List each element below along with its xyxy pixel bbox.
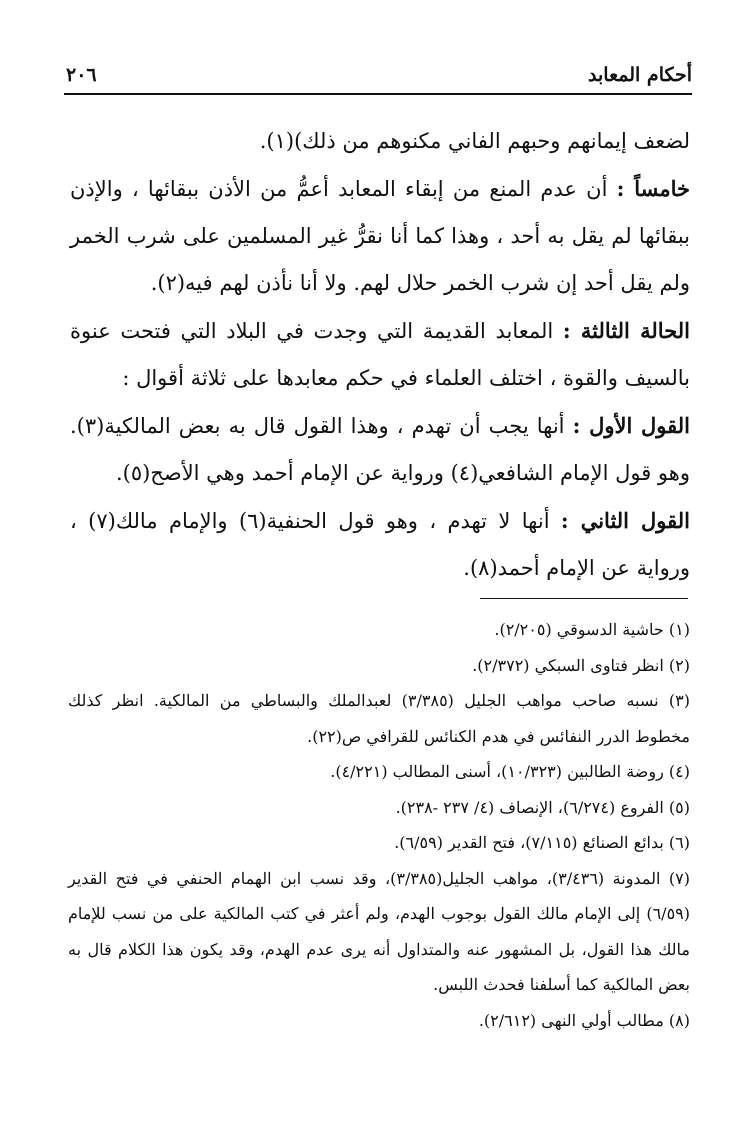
running-header [66, 58, 692, 92]
paragraph-2-text: أن عدم المنع من إبقاء المعابد أعمُّ من الأذن ببقائها ، والإذن ببقائها لم يقل به أحد ، وهذا كما أنا نقرُّ غير المسلمين على شرب الخمر ولم يقل أحد إن شرب الخمر حلال لهم. ولا أنا نأذن لهم فيه(٢). [70, 177, 690, 295]
paragraph-2-label: خامساً : [616, 176, 690, 201]
page-number: ٢٠٦ [66, 64, 97, 86]
footnote-7: (٧) المدونة (٣/٤٣٦)، مواهب الجليل(٣/٣٨٥)، وقد نسب ابن الهمام الحنفي في فتح القدير (٦/٥٩) إلى الإمام مالك القول بوجوب الهدم، ولم أعثر في كتب المالكية على من نسب للإمام مالك هذا القول، بل المشهور عنه والمتداول أنه يرى عدم الهدم، وقد يكون هذا الكلام قال به بعض المالكية كما أسلفنا فحدث اللبس. [68, 868, 690, 994]
paragraph-4-label: القول الأول : [572, 413, 690, 438]
header-title: أحكام المعابد [588, 64, 692, 86]
paragraph-3-label: الحالة الثالثة : [562, 318, 690, 343]
paragraph-3-text: المعابد القديمة التي وجدت في البلاد التي فتحت عنوة بالسيف والقوة ، اختلف العلماء في حكم معابدها على ثلاثة أقوال : [70, 319, 690, 390]
footnote-5: (٥) الفروع (٦/٢٧٤)، الإنصاف (٤/ ٢٣٧ -٢٣٨). [395, 797, 690, 817]
header-divider [64, 93, 692, 95]
paragraph-1 [70, 118, 690, 165]
main-text [70, 118, 690, 592]
footnote-2: (٢) انظر فتاوى السبكي (٢/٣٧٢). [472, 655, 690, 675]
footnote-6: (٦) بدائع الصنائع (٧/١١٥)، فتح القدير (٦/٥٩). [394, 833, 690, 852]
paragraph-5-label: القول الثاني : [560, 508, 690, 533]
paragraph-3 [70, 307, 690, 402]
footnote-4: (٤) روضة الطالبين (١٠/٣٢٣)، أسنى المطالب (٤/٢٢١). [330, 762, 690, 781]
footnote-3: (٣) نسبه صاحب مواهب الجليل (٣/٣٨٥) لعبدالملك والبساطي من المالكية. انظر كذلك مخطوط الدرر النفائس في هدم الكنائس للقرافي ص(٢٢). [68, 691, 690, 746]
footnotes [68, 612, 690, 1038]
paragraph-4 [70, 402, 690, 497]
paragraph-4-text: أنها يجب أن تهدم ، وهذا القول قال به بعض المالكية(٣). وهو قول الإمام الشافعي(٤) ورواية عن الإمام أحمد وهي الأصح(٥). [70, 414, 690, 485]
paragraph-2 [70, 165, 690, 307]
paragraph-5-text: أنها لا تهدم ، وهو قول الحنفية(٦) والإمام مالك(٧) ، ورواية عن الإمام أحمد(٨). [70, 509, 690, 580]
footnote-8: (٨) مطالب أولي النهى (٢/٦١٢). [478, 1010, 690, 1030]
paragraph-5 [70, 497, 690, 592]
footnote-divider [480, 598, 688, 599]
paragraph-1-text: لضعف إيمانهم وحبهم الفاني مكنوهم من ذلك)(١). [259, 129, 690, 153]
footnote-1: (١) حاشية الدسوقي (٢/٢٠٥). [494, 620, 690, 639]
